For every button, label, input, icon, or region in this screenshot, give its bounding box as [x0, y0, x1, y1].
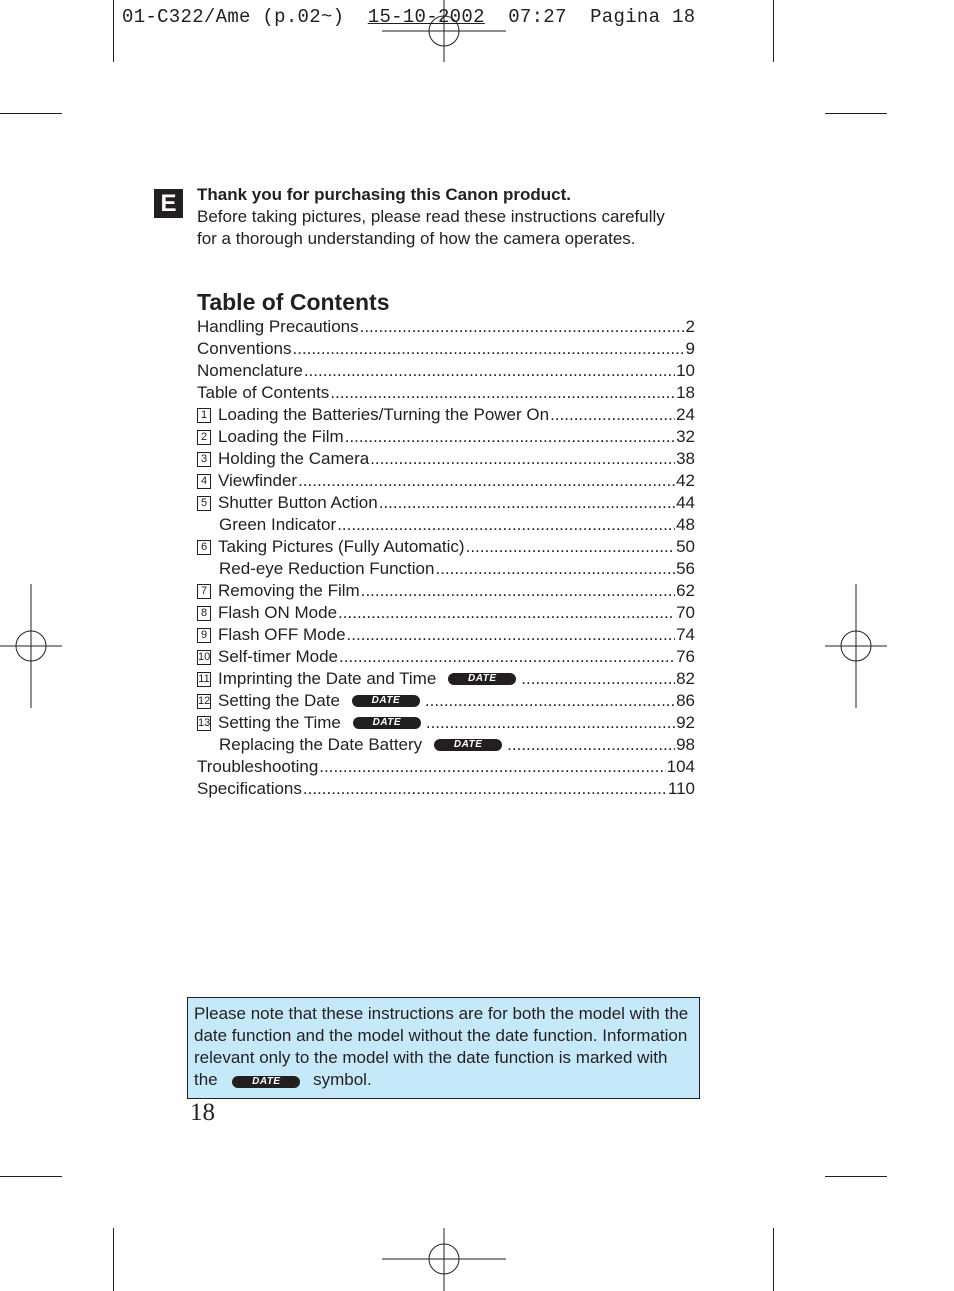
toc-entry: [197, 558, 695, 580]
toc-entry: [197, 646, 695, 668]
toc-leader-dots: [360, 316, 685, 338]
toc-entry-label: Loading the Batteries/Turning the Power On: [218, 405, 550, 424]
toc-entry-page: 74: [676, 625, 695, 644]
toc-entry: [197, 338, 695, 360]
toc-leader-dots: [298, 470, 675, 492]
crop-mark-top-left-v: [113, 0, 114, 62]
toc-leader-dots: [319, 756, 665, 778]
toc-entry: [197, 536, 695, 558]
crop-mark-top-left-h: [0, 113, 62, 114]
toc-leader-dots: [345, 426, 675, 448]
chapter-number-box: 1: [197, 408, 211, 423]
toc-leader-dots: [425, 690, 675, 712]
toc-entry: [197, 470, 695, 492]
toc-leader-dots: [293, 338, 685, 360]
toc-entry-label: Flash OFF Mode: [218, 625, 346, 644]
toc-entry: [197, 690, 695, 712]
registration-mark-right: [825, 584, 887, 708]
toc-entry-page: 104: [666, 757, 695, 776]
chapter-number-box: 11: [198, 672, 210, 685]
crop-mark-top-right-v: [773, 0, 774, 62]
registration-mark-bottom: [382, 1228, 506, 1291]
toc-leader-dots: [339, 646, 675, 668]
toc-entry-label: Holding the Camera: [218, 449, 370, 468]
toc-entry-label: Flash ON Mode: [218, 603, 338, 622]
toc-leader-dots: [337, 514, 675, 536]
chapter-number-box: 7: [197, 584, 211, 599]
toc-title: Table of Contents: [197, 289, 390, 315]
toc-entry: [197, 514, 695, 536]
print-header-page: 18: [672, 6, 696, 28]
toc-entry-page: 2: [685, 317, 695, 336]
toc-entry: [197, 426, 695, 448]
toc-entry: [197, 316, 695, 338]
toc-entry-label: Setting the Time: [218, 713, 341, 732]
crop-mark-top-right-h: [825, 113, 887, 114]
toc-leader-dots: [330, 382, 675, 404]
toc-leader-dots: [521, 668, 675, 690]
date-symbol-icon: DATE: [232, 1076, 300, 1088]
toc-entry-page: 9: [685, 339, 695, 358]
print-header-time: 07:27: [508, 6, 567, 28]
toc-entry: [197, 778, 695, 800]
toc-entry-label: Imprinting the Date and Time: [218, 669, 437, 688]
toc-entry-label: Removing the Film: [218, 581, 360, 600]
toc-entry-page: 50: [676, 537, 695, 556]
toc-entry-page: 86: [676, 691, 695, 710]
print-header-date: 15-10-2002: [367, 6, 485, 28]
chapter-number-box: 8: [197, 606, 211, 621]
toc-entry-page: 48: [676, 515, 695, 534]
toc-entry: [197, 712, 695, 734]
date-symbol-icon: DATE: [448, 673, 516, 685]
toc-entry: [197, 624, 695, 646]
toc-entry: [197, 382, 695, 404]
toc-entry-label: Shutter Button Action: [218, 493, 378, 512]
note-text: Please note that these instructions are for both the model with the date function and the model without the date function. Information relevant only to the model with the date function is marked with the: [194, 1004, 689, 1089]
toc-leader-dots: [379, 492, 675, 514]
toc-entry: [197, 734, 695, 756]
toc-entry-page: 92: [676, 713, 695, 732]
note-text-end: symbol.: [313, 1070, 372, 1089]
toc-entry-label: Self-timer Mode: [218, 647, 338, 666]
registration-mark-top: [382, 0, 506, 62]
registration-mark-left: [0, 584, 62, 708]
chapter-number-box: 2: [197, 430, 211, 445]
toc-leader-dots: [304, 360, 675, 382]
date-symbol-icon: DATE: [434, 739, 502, 751]
toc-entry-label: Replacing the Date Battery: [219, 735, 423, 754]
toc-leader-dots: [435, 558, 675, 580]
toc-entry: [197, 602, 695, 624]
toc-entry-label: Nomenclature: [197, 361, 303, 380]
chapter-number-box: 3: [197, 452, 211, 467]
print-header-page-word: Pagina: [590, 6, 661, 28]
crop-mark-bottom-right-h: [825, 1176, 887, 1177]
toc-leader-dots: [347, 624, 676, 646]
toc-entry-label: Red-eye Reduction Function: [219, 559, 435, 578]
toc-leader-dots: [338, 602, 675, 624]
toc-entry-page: 70: [676, 603, 695, 622]
toc-entry-label: Handling Precautions: [197, 317, 359, 336]
toc-leader-dots: [550, 404, 675, 426]
toc-entry-page: 82: [676, 669, 695, 688]
chapter-number-box: 9: [197, 628, 211, 643]
toc-list: [197, 316, 695, 800]
chapter-number-box: 4: [197, 474, 211, 489]
toc-entry: [197, 580, 695, 602]
toc-entry-page: 76: [676, 647, 695, 666]
date-symbol-icon: DATE: [353, 717, 421, 729]
crop-mark-bottom-left-v: [113, 1228, 114, 1291]
chapter-number-box: 6: [197, 540, 211, 555]
chapter-number-box: 10: [198, 650, 211, 663]
toc-entry-label: Viewfinder: [218, 471, 298, 490]
toc-leader-dots: [426, 712, 675, 734]
toc-entry-label: Setting the Date: [218, 691, 340, 710]
toc-entry-page: 32: [676, 427, 695, 446]
toc-entry-page: 10: [676, 361, 695, 380]
toc-leader-dots: [303, 778, 667, 800]
toc-entry: [197, 360, 695, 382]
toc-entry: [197, 404, 695, 426]
toc-leader-dots: [507, 734, 675, 756]
toc-leader-dots: [466, 536, 675, 558]
crop-mark-bottom-left-h: [0, 1176, 62, 1177]
toc-leader-dots: [370, 448, 675, 470]
toc-entry-label: Troubleshooting: [197, 757, 319, 776]
toc-entry-page: 44: [676, 493, 695, 512]
toc-entry-page: 24: [676, 405, 695, 424]
toc-entry-label: Table of Contents: [197, 383, 330, 402]
toc-entry: [197, 492, 695, 514]
chapter-number-box: 13: [198, 716, 211, 729]
toc-entry-page: 98: [676, 735, 695, 754]
toc-entry: [197, 448, 695, 470]
toc-entry-label: Conventions: [197, 339, 292, 358]
toc-entry: [197, 756, 695, 778]
toc-leader-dots: [361, 580, 675, 602]
toc-entry-page: 56: [676, 559, 695, 578]
date-symbol-icon: DATE: [352, 695, 420, 707]
toc-entry-label: Green Indicator: [219, 515, 337, 534]
intro: [197, 184, 697, 250]
toc-entry-page: 42: [676, 471, 695, 490]
intro-body: Before taking pictures, please read these instructions carefully for a thorough understanding of how the camera operates.: [197, 207, 665, 248]
page-number: 18: [190, 1099, 215, 1126]
intro-lead: Thank you for purchasing this Canon product.: [197, 185, 572, 204]
toc-entry-label: Specifications: [197, 779, 302, 798]
toc-entry-label: Loading the Film: [218, 427, 344, 446]
note-box: [187, 997, 700, 1099]
toc-entry-page: 38: [676, 449, 695, 468]
toc-entry-page: 18: [676, 383, 695, 402]
language-badge: E: [154, 189, 183, 218]
crop-mark-bottom-right-v: [773, 1228, 774, 1291]
chapter-number-box: 5: [197, 496, 211, 511]
chapter-number-box: 12: [198, 694, 211, 707]
toc-entry-page: 110: [667, 779, 695, 798]
print-header-file: 01-C322/Ame (p.02~): [122, 6, 345, 28]
toc-entry-page: 62: [676, 581, 695, 600]
toc-entry: [197, 668, 695, 690]
toc-entry-label: Taking Pictures (Fully Automatic): [218, 537, 465, 556]
